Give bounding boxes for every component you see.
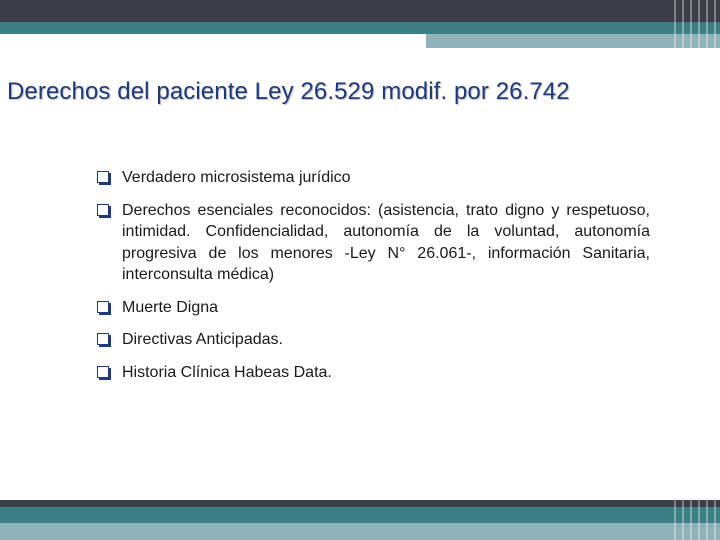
top-banner-teal-band — [0, 22, 720, 34]
bullet-text: Muerte Digna — [122, 298, 219, 316]
checkbox-bullet-icon — [97, 366, 109, 378]
top-banner-dark-band — [0, 0, 720, 22]
bottom-banner-dark-band — [0, 500, 720, 507]
checkbox-bullet-icon — [97, 171, 109, 183]
bullet-text: Verdadero microsistema jurídico — [122, 169, 351, 186]
bullet-item — [97, 329, 650, 351]
bottom-banner-stripes — [668, 500, 720, 540]
bullet-item — [97, 200, 650, 286]
bullet-text: Derechos esenciales reconocidos: (asistencia, trato digno y respetuoso, intimidad. Confidencialidad, autonomía de la voluntad, autonomía progresiva de los menores -Ley N° 26.061-, información Sanitaria, interconsulta médica) — [122, 201, 650, 283]
bullet-item — [97, 167, 650, 189]
checkbox-bullet-icon — [97, 301, 109, 313]
slide-title: Derechos del paciente Ley 26.529 modif. por 26.742 — [7, 78, 570, 105]
bullet-text: Directivas Anticipadas. — [122, 331, 283, 348]
bullet-item — [97, 297, 650, 319]
bullet-item — [97, 362, 650, 384]
checkbox-bullet-icon — [97, 333, 109, 345]
bottom-banner-teal-band — [0, 507, 720, 523]
top-banner-stripes — [668, 0, 720, 48]
bullet-text: Historia Clínica Habeas Data. — [122, 363, 332, 381]
bottom-banner-light-band — [0, 523, 720, 540]
checkbox-bullet-icon — [97, 204, 109, 216]
bullet-list — [97, 167, 650, 394]
